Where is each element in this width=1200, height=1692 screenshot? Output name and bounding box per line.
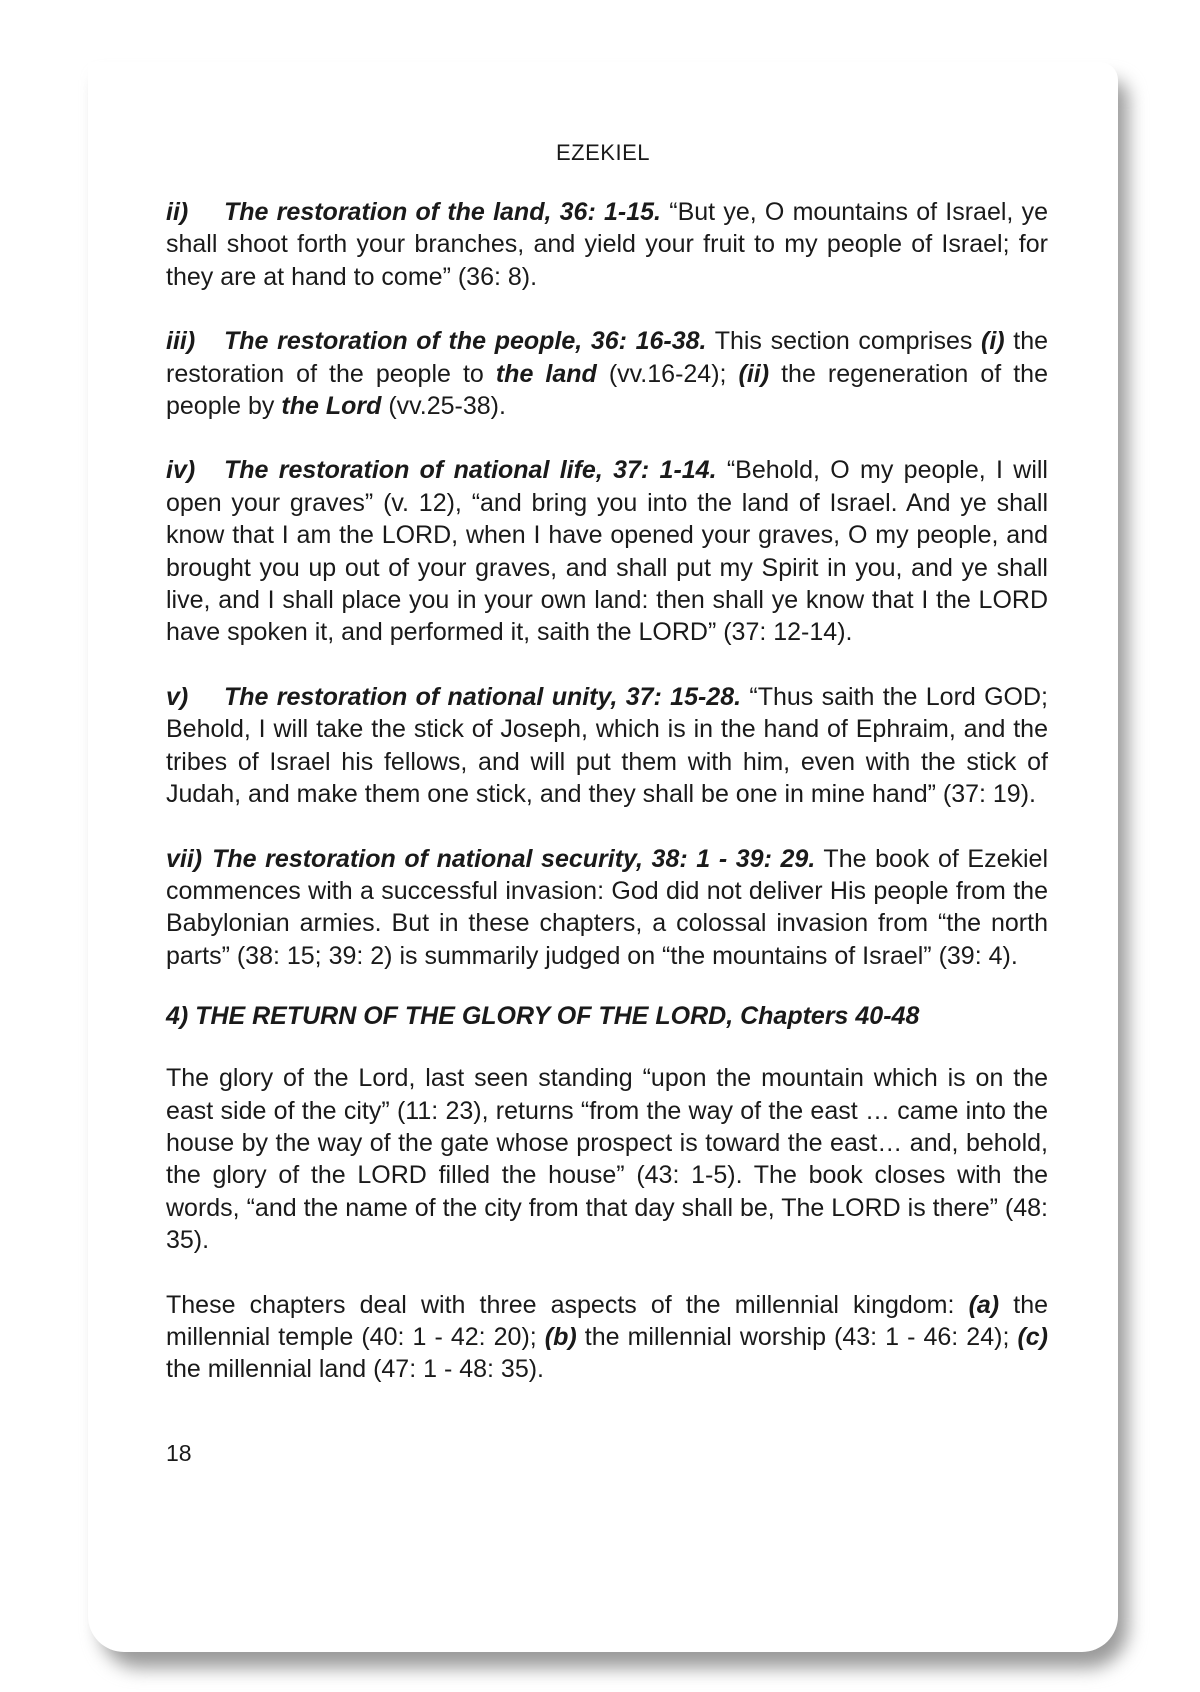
section-number: iii) bbox=[166, 327, 196, 356]
emphasis: (c) bbox=[1017, 1322, 1049, 1351]
page-number: 18 bbox=[166, 1440, 192, 1466]
section-number: ii) bbox=[166, 198, 189, 226]
section-text: the regeneration of the people by bbox=[166, 359, 1048, 421]
emphasis: (ii) bbox=[738, 359, 770, 388]
section-text: The book of Ezekiel commences with a successful invasion: God did not deliver His people from the Babylonian armies. But in these chapters, a colossal invasion from “the north parts” (38: 15; 39: 2) is summarily judged on “the mountains of Israel” (39: 4). bbox=[166, 844, 1049, 970]
section-text: (vv.25-38). bbox=[381, 392, 506, 421]
section-text: “Behold, O my people, I will open your graves” (v. 12), “and bring you into the land of Israel. And ye shall know that I am the LORD, when I have opened your graves, O my people, and brought you up out of your graves, and shall put my Spirit in you, and ye shall live, and I shall place you in your own land: then shall ye know that I the LORD have spoken it, and performed it, saith the LORD” (37: 12-14). bbox=[166, 456, 1048, 647]
section-heading: The restoration of the people, 36: 16-38. bbox=[224, 327, 707, 356]
page-content bbox=[166, 196, 1048, 1418]
section-text: (vv.16-24); bbox=[596, 359, 739, 388]
section-text: “But ye, O mountains of Israel, ye shall shoot forth your branches, and yield your fruit to my people of Israel; for they are at hand to come” (36: 8). bbox=[166, 198, 1049, 291]
section-number: v) bbox=[166, 682, 189, 711]
body-text: the millennial land (47: 1 - 48: 35). bbox=[166, 1355, 544, 1384]
section-number: vii) bbox=[166, 844, 203, 873]
emphasis: the land bbox=[495, 359, 597, 388]
section-heading: The restoration of national life, 37: 1-14. bbox=[224, 456, 717, 485]
body-text: the millennial worship (43: 1 - 46: 24); bbox=[576, 1322, 1018, 1351]
section-heading: The restoration of national unity, 37: 15-28. bbox=[224, 682, 742, 711]
chapter-heading: 4) THE RETURN OF THE GLORY OF THE LORD, Chapters 40-48 bbox=[166, 1002, 920, 1031]
body-text: the millennial temple (40: 1 - 42: 20); bbox=[166, 1290, 1049, 1351]
emphasis: (b) bbox=[544, 1322, 577, 1351]
section-text: “Thus saith the Lord GOD; Behold, I will take the stick of Joseph, which is in the hand of Ephraim, and the tribes of Israel his fellows, and will put them with him, even with the stick of Judah, and make them one stick, and they shall be one in mine hand” (37: 19). bbox=[166, 682, 1048, 809]
section-heading: The restoration of national security, 38: 1 - 39: 29. bbox=[212, 844, 816, 873]
section-iv bbox=[166, 454, 1048, 648]
running-head: EZEKIEL bbox=[556, 140, 650, 165]
emphasis: (i) bbox=[981, 327, 1005, 356]
emphasis: (a) bbox=[968, 1290, 1000, 1319]
section-text: the restoration of the people to bbox=[166, 327, 1049, 388]
section-number: iv) bbox=[166, 456, 196, 485]
section-heading: The restoration of the land, 36: 1-15. bbox=[224, 198, 662, 226]
body-paragraph-2 bbox=[166, 1289, 1048, 1386]
emphasis: the Lord bbox=[281, 392, 382, 421]
body-paragraph-1: The glory of the Lord, last seen standing “upon the mountain which is on the east side of the city” (11: 23), returns “from the way of the east … came into the house by the way of the gate whose prospect is toward the east… and, behold, the glory of the LORD filled the house” (43: 1-5). The book closes with the words, “and the name of the city from that day shall be, The LORD is there” (48: 35). bbox=[166, 1064, 1048, 1255]
section-vii bbox=[166, 843, 1048, 973]
section-ii bbox=[166, 196, 1048, 293]
section-iii bbox=[166, 325, 1048, 422]
section-text: This section comprises bbox=[706, 327, 981, 356]
book-page bbox=[88, 62, 1118, 1652]
body-text: These chapters deal with three aspects of the millennial kingdom: bbox=[166, 1290, 969, 1319]
section-v bbox=[166, 681, 1048, 811]
